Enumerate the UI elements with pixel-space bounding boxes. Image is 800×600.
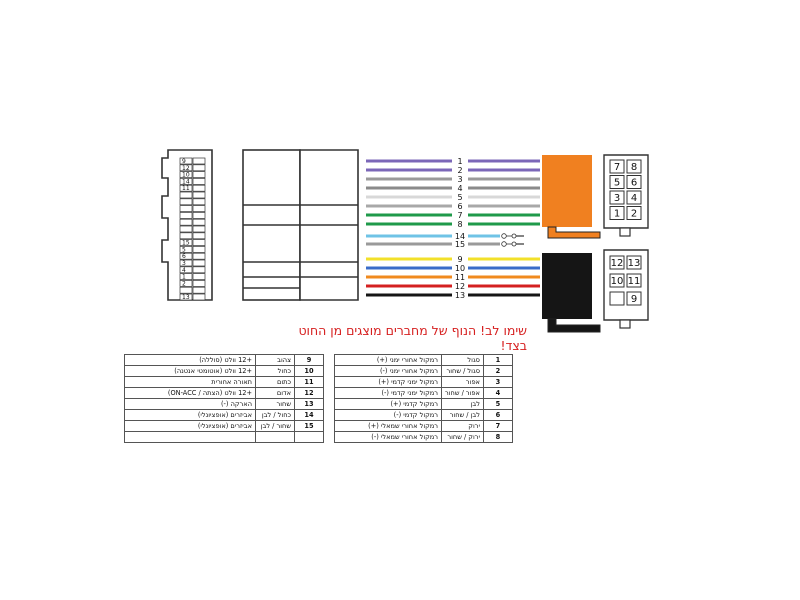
- left-connector: [162, 150, 212, 301]
- black-plug-pin: [610, 256, 624, 269]
- table-cell: אביזרים (אופציונלי): [125, 410, 256, 421]
- table-cell: 10: [295, 366, 324, 377]
- wire-10: [366, 264, 540, 273]
- table-cell: כתום: [256, 377, 295, 388]
- table-cell: [324, 410, 335, 421]
- black-plug: [542, 253, 600, 332]
- wire-14: [366, 232, 524, 241]
- table-row: [125, 366, 513, 377]
- orange-plug-pin: [627, 207, 641, 220]
- table-cell: [125, 432, 256, 443]
- left-pin-label: 4: [182, 266, 186, 274]
- table-cell: 2: [483, 366, 512, 377]
- wire-3: [366, 175, 540, 184]
- svg-text:11: 11: [627, 276, 641, 287]
- table-cell: רמקול קדמי (+): [335, 399, 442, 410]
- svg-text:7: 7: [613, 162, 621, 173]
- svg-text:1: 1: [613, 208, 621, 220]
- wire-number-label: 12: [454, 282, 466, 291]
- table-cell: כחול / לבן: [256, 410, 295, 421]
- wire-number-label: 13: [454, 291, 466, 300]
- table-cell: 7: [483, 421, 512, 432]
- wire-15: [366, 240, 524, 249]
- orange-plug-pin: [610, 176, 624, 189]
- wire-number-label: 2: [457, 166, 463, 175]
- wire-7: [366, 211, 540, 220]
- wire-12: [366, 282, 540, 291]
- left-pin-label: 6: [182, 253, 186, 261]
- wire-number-label: 10: [454, 264, 466, 273]
- table-cell: 5: [483, 399, 512, 410]
- table-row: [125, 399, 513, 410]
- wire-number-label: 15: [454, 240, 466, 249]
- table-cell: [256, 432, 295, 443]
- table-cell: 3: [483, 377, 512, 388]
- orange-plug-pin: [627, 176, 641, 189]
- table-cell: רמקול ימני קדמי (-): [335, 388, 442, 399]
- black-plug-pin: [610, 292, 624, 305]
- wire-number-label: 11: [454, 273, 466, 282]
- table-cell: רמקול אחורי ימני (-): [335, 366, 442, 377]
- wire-6: [366, 202, 540, 211]
- table-cell: רמקול ימני קדמי (+): [335, 377, 442, 388]
- table-cell: [295, 432, 324, 443]
- wire-number-label: 8: [457, 220, 463, 229]
- wire-number-label: 5: [457, 193, 463, 202]
- orange-pin-face: [604, 155, 648, 236]
- wire-number-label: 9: [457, 255, 463, 264]
- table-cell: 4: [483, 388, 512, 399]
- svg-text:13: 13: [627, 258, 641, 269]
- table-row: [125, 355, 513, 366]
- wire-number-label: 7: [457, 211, 463, 220]
- left-pin-label: 9: [182, 158, 186, 165]
- table-cell: 11: [295, 377, 324, 388]
- table-cell: 9: [295, 355, 324, 366]
- table-cell: [324, 421, 335, 432]
- table-cell: רמקול אחורי שמאלי (-): [335, 432, 442, 443]
- table-cell: 12: [295, 388, 324, 399]
- table-cell: 13: [295, 399, 324, 410]
- table-row: [125, 410, 513, 421]
- left-pin-label: 2: [182, 280, 186, 288]
- svg-text:4: 4: [630, 193, 638, 204]
- table-cell: רמקול אחורי שמאלי (+): [335, 421, 442, 432]
- table-cell: לבן: [442, 399, 484, 410]
- table-cell: אפור: [442, 377, 484, 388]
- table-cell: רמקול קדמי (-): [335, 410, 442, 421]
- table-cell: אביזרים (אופציונלי): [125, 421, 256, 432]
- table-cell: הארקה (-): [125, 399, 256, 410]
- table-cell: שחור / לבן: [256, 421, 295, 432]
- wire-2: [366, 166, 540, 175]
- table-cell: [324, 366, 335, 377]
- svg-text:3: 3: [613, 193, 621, 204]
- table-row: [125, 388, 513, 399]
- black-pin-face: [604, 250, 648, 328]
- svg-text:12: 12: [610, 258, 624, 269]
- wire-11: [366, 273, 540, 282]
- wire-5: [366, 193, 540, 202]
- table-row: [125, 432, 513, 443]
- table-cell: [324, 377, 335, 388]
- orange-plug-pin: [610, 191, 624, 204]
- svg-text:10: 10: [610, 276, 624, 287]
- table-cell: צהוב: [256, 355, 295, 366]
- table-cell: סגול: [442, 355, 484, 366]
- table-cell: 1: [483, 355, 512, 366]
- orange-plug-pin: [610, 207, 624, 220]
- warning-note: שימו לב! הנוף של מחברים מוצגים מן החוט בצד!: [298, 323, 527, 353]
- wire-number-label: 4: [457, 184, 463, 193]
- left-pin-label: 14: [182, 178, 190, 186]
- left-pin-label: 3: [182, 260, 186, 267]
- orange-plug-pin: [627, 160, 641, 173]
- table-cell: 15: [295, 421, 324, 432]
- left-pin-label: 10: [182, 171, 190, 179]
- table-cell: [324, 432, 335, 443]
- left-pin-label: 13: [182, 294, 190, 301]
- table-cell: [324, 355, 335, 366]
- table-cell: כחול: [256, 366, 295, 377]
- wire-8: [366, 220, 540, 229]
- table-cell: +12 וולט (הצתה / ON-ACC): [125, 388, 256, 399]
- wire-number-label: 6: [457, 202, 463, 211]
- pinout-table: [124, 354, 513, 443]
- svg-text:2: 2: [630, 208, 638, 220]
- left-pin-label: 5: [182, 246, 186, 254]
- table-cell: תאורה אחורית: [125, 377, 256, 388]
- table-row: [125, 377, 513, 388]
- orange-plug-pin: [627, 191, 641, 204]
- svg-text:5: 5: [613, 177, 621, 189]
- wire-number-label: 1: [457, 157, 463, 166]
- table-cell: סגול / שחור: [442, 366, 484, 377]
- black-plug-pin: [627, 256, 641, 269]
- left-pin-label: 11: [182, 185, 190, 193]
- wire-1: [366, 157, 540, 166]
- wire-number-label: 14: [454, 232, 466, 241]
- table-cell: +12 וולט (סוללה): [125, 355, 256, 366]
- table-cell: רמקול אחורי ימני (+): [335, 355, 442, 366]
- table-row: [125, 421, 513, 432]
- table-cell: [324, 399, 335, 410]
- wire-number-label: 3: [457, 175, 463, 184]
- black-plug-pin: [627, 292, 641, 305]
- svg-text:9: 9: [630, 294, 638, 305]
- table-cell: 8: [483, 432, 512, 443]
- wire-13: [366, 291, 540, 300]
- table-cell: [324, 388, 335, 399]
- table-cell: שחור: [256, 399, 295, 410]
- wire-9: [366, 255, 540, 264]
- wire-4: [366, 184, 540, 193]
- table-cell: לבן / שחור: [442, 410, 484, 421]
- black-plug-pin: [627, 274, 641, 287]
- black-plug-pin: [610, 274, 624, 287]
- table-cell: אפור / שחור: [442, 388, 484, 399]
- table-cell: ירוק / שחור: [442, 432, 484, 443]
- left-pin-label: 1: [182, 273, 186, 281]
- orange-plug-pin: [610, 160, 624, 173]
- svg-text:8: 8: [630, 162, 638, 173]
- left-pin-label: 12: [182, 164, 190, 172]
- harness-box: [243, 150, 358, 300]
- orange-plug: [542, 155, 600, 238]
- table-cell: 6: [483, 410, 512, 421]
- table-cell: אדום: [256, 388, 295, 399]
- table-cell: +12 וולט (אוטומטי אנטנה): [125, 366, 256, 377]
- table-cell: 14: [295, 410, 324, 421]
- table-cell: ירוק: [442, 421, 484, 432]
- svg-text:6: 6: [630, 177, 638, 189]
- wire-group: [366, 157, 540, 300]
- left-pin-label: 15: [182, 239, 190, 247]
